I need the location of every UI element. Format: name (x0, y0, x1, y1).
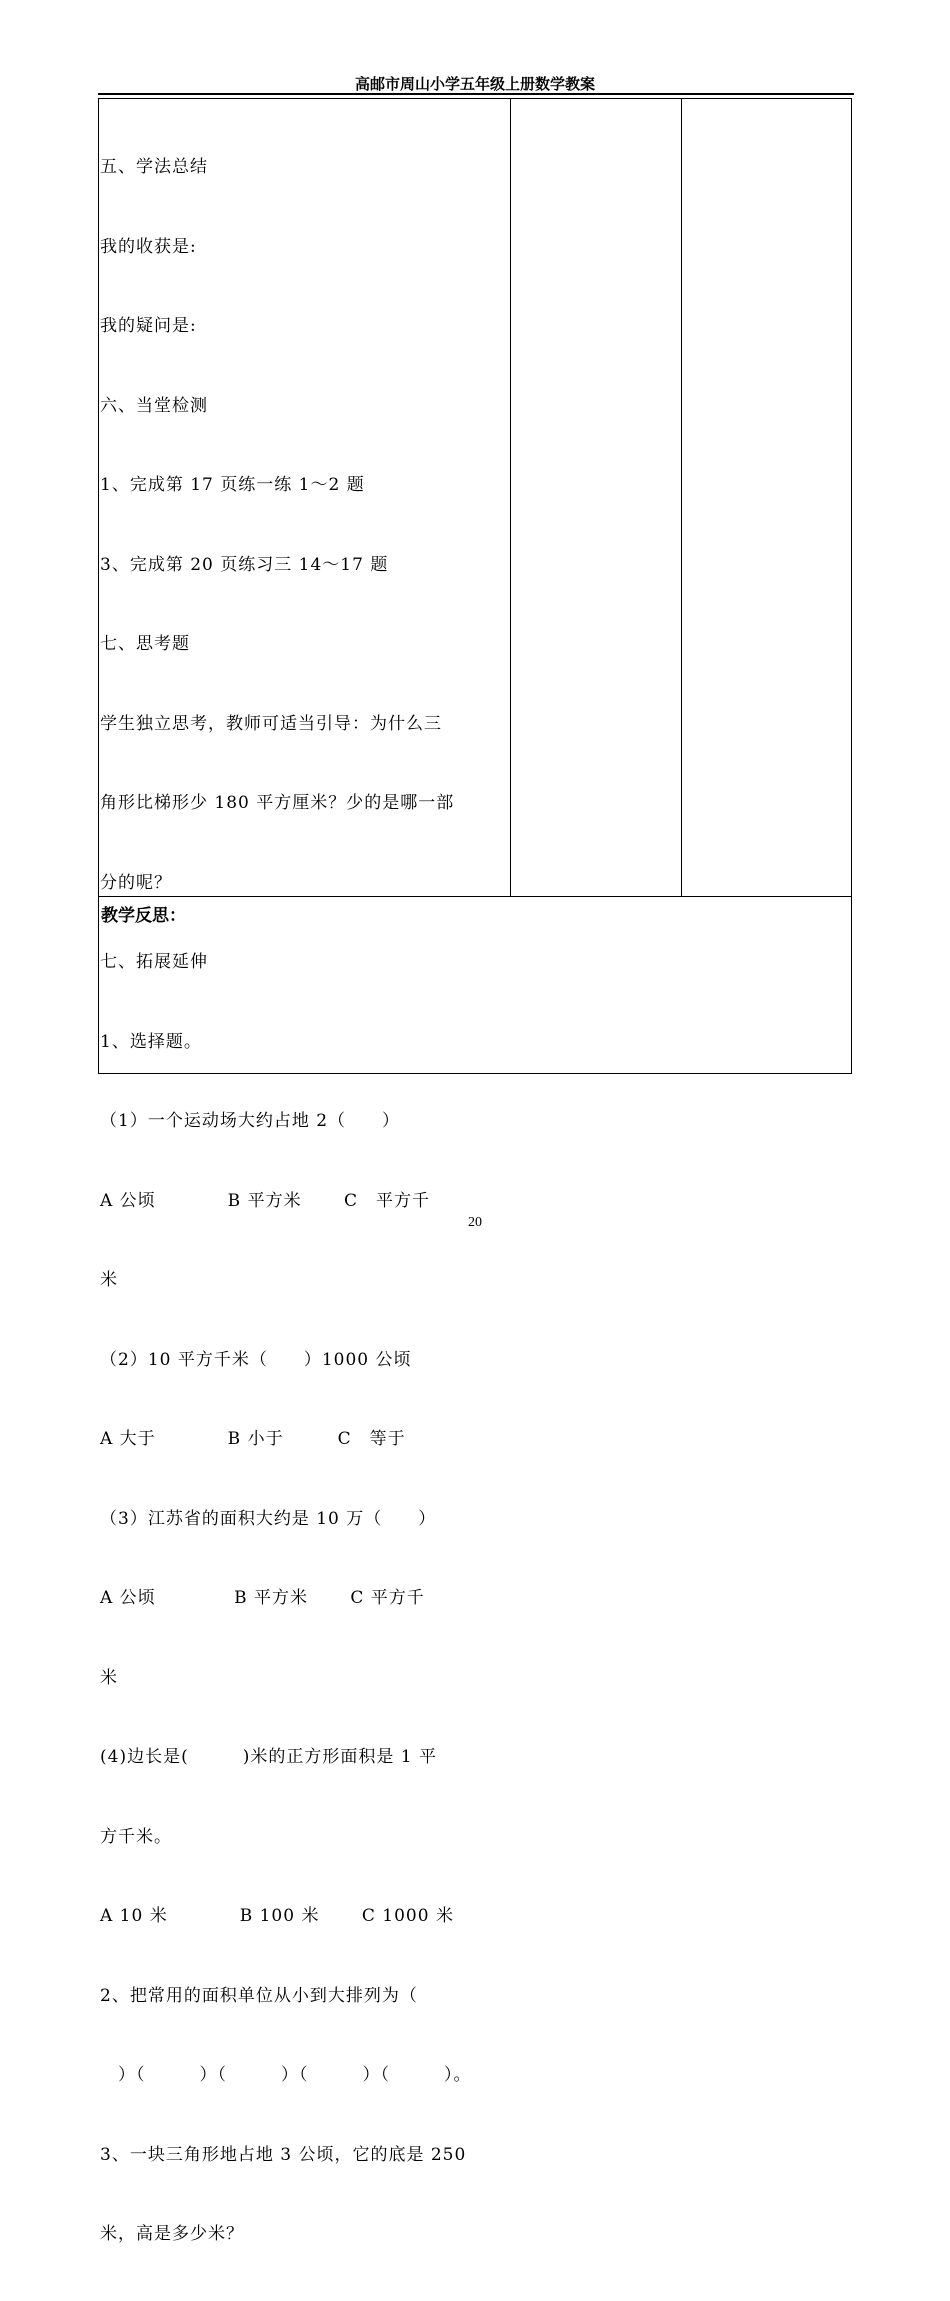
content-line: 1、选择题。 (100, 1031, 202, 1052)
page-number: 20 (468, 1215, 482, 1230)
question-line: 米，高是多少米？ (100, 2224, 244, 2244)
column-divider-2 (681, 99, 682, 896)
lesson-content (100, 101, 488, 2301)
options-line: A 公顷 B 平方米 C 平方千 (100, 1190, 430, 1211)
options-line: 米 (100, 1270, 118, 1290)
question-line: 3、一块三角形地占地 3 公顷，它的底是 250 (100, 2144, 467, 2165)
lesson-table (98, 98, 852, 2244)
options-line: A 大于 B 小于 C 等于 (100, 1429, 406, 1449)
section-heading-summary: 五、学法总结 (100, 157, 208, 177)
question-line: 方千米。 (100, 1826, 172, 1847)
section-heading-extension: 七、拓展延伸 (100, 952, 208, 972)
header-rule (98, 93, 854, 95)
content-line: 我的收获是: (100, 236, 197, 257)
content-line: 分的呢？ (100, 872, 172, 893)
content-line: 我的疑问是: (100, 316, 197, 336)
question-line: （2）10 平方千米（ ）1000 公顷 (100, 1349, 412, 1370)
question-line: （3）江苏省的面积大约是 10 万（ ） (100, 1508, 437, 1529)
column-divider-1 (510, 99, 511, 896)
section-heading-thinking: 七、思考题 (100, 634, 190, 654)
content-line: 学生独立思考，教师可适当引导：为什么三 (100, 713, 442, 734)
page-header-title: 高邮市周山小学五年级上册数学教案 (354, 75, 595, 93)
content-line: 1、完成第 17 页练一练 1～2 题 (100, 475, 365, 495)
content-line: 角形比梯形少 180 平方厘米？少的是哪一部 (100, 793, 455, 813)
question-line: ）（ ）（ ）（ ）（ ）。 (100, 2065, 472, 2085)
question-line: (4)边长是( )米的正方形面积是 1 平 (100, 1747, 437, 1767)
options-line: A 10 米 B 100 米 C 1000 米 (100, 1906, 454, 1926)
question-line: （1）一个运动场大约占地 2（ ） (100, 1111, 401, 1131)
teaching-reflection-label: 教学反思： (101, 906, 186, 926)
options-line: 米 (100, 1667, 118, 1688)
options-line: A 公顷 B 平方米 C 平方千 (100, 1588, 425, 1608)
content-line: 3、完成第 20 页练习三 14～17 题 (100, 554, 389, 575)
section-heading-test: 六、当堂检测 (100, 395, 208, 416)
question-line: 2、把常用的面积单位从小到大排列为（ (100, 1985, 418, 2006)
